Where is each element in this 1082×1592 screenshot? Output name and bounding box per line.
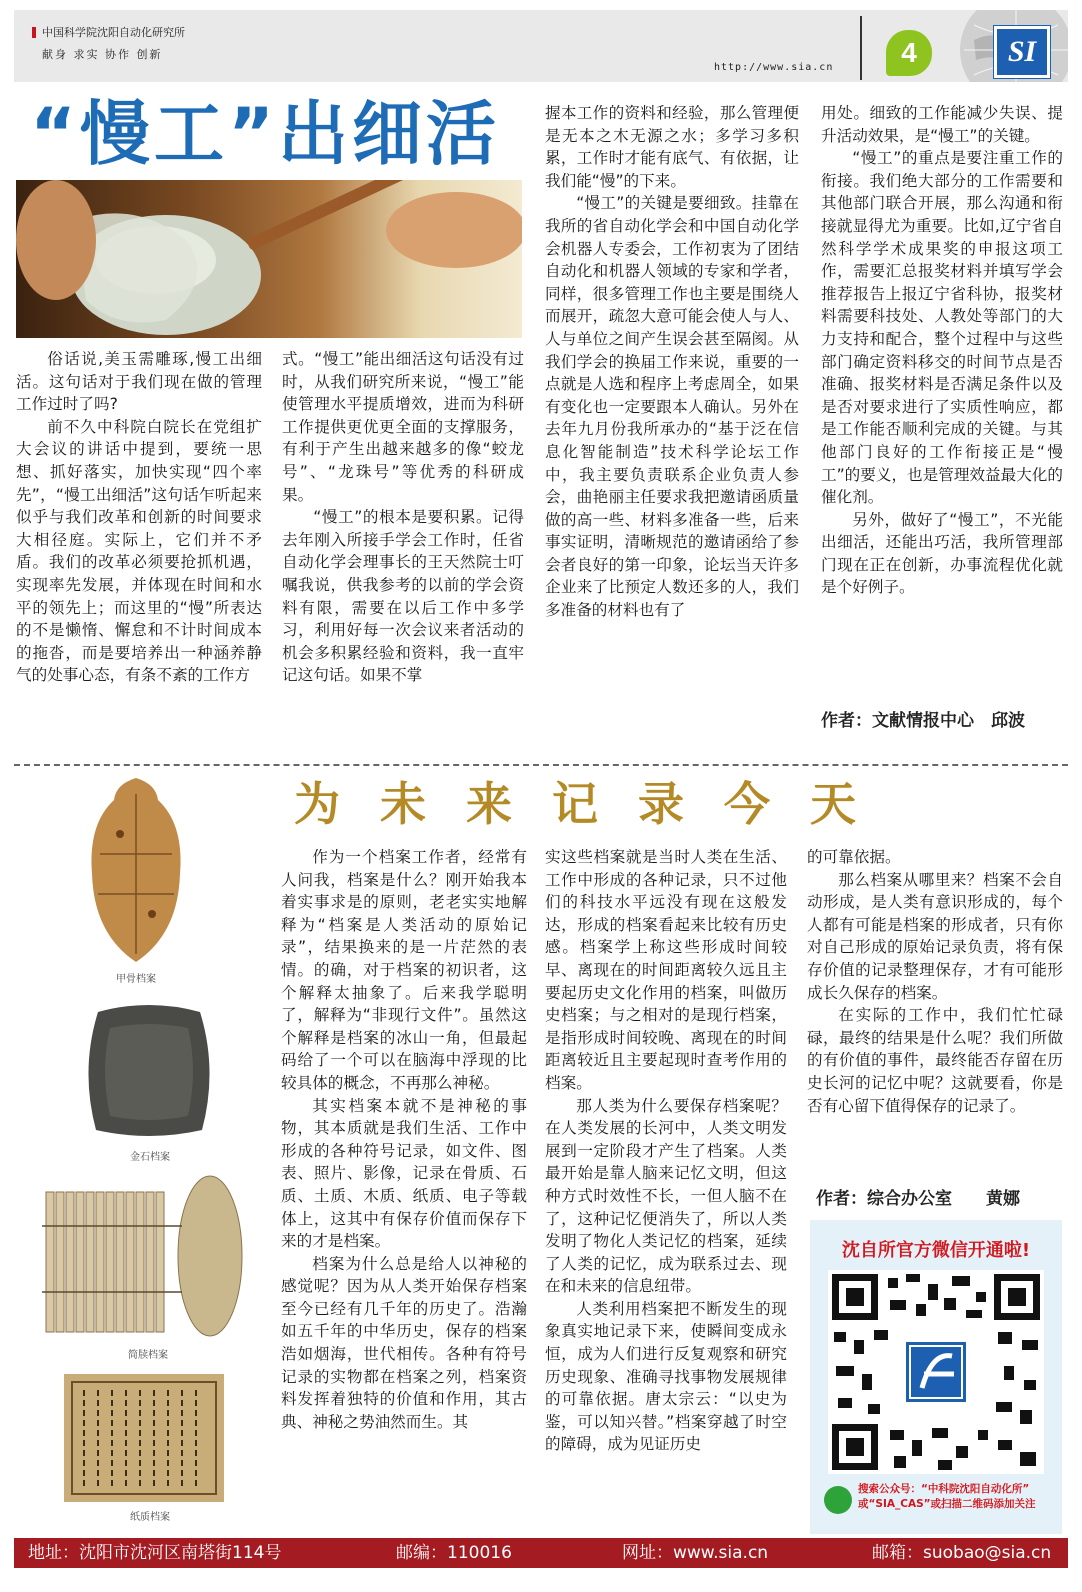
paragraph: 人类利用档案把不断发生的现象真实地记录下来，使瞬间变成永恒，成为人们进行反复观察和研究历史现象、准确寻找事物发展规律的可靠依据。唐太宗云：“以史为鉴，可以知兴替。”档案穿越了时空的障碍，成为见证历史 bbox=[545, 1299, 787, 1454]
masthead bbox=[14, 10, 1068, 82]
accent-bar bbox=[32, 27, 36, 38]
wechat-icon bbox=[824, 1486, 852, 1514]
jade-carving-photo bbox=[16, 180, 522, 338]
paper-document-icon bbox=[64, 1374, 224, 1502]
page-number-badge: 4 bbox=[886, 30, 932, 76]
article2-column-2 bbox=[545, 846, 787, 1456]
paragraph: 作为一个档案工作者，经常有人问我，档案是什么？刚开始我本着实事求是的原则，老老实实地解释为“档案是人类活动的原始记录”，结果换来的是一片茫然的表情。的确，对于档案的初识者，这个解释太抽象了。后来我学聪明了，解释为“非现行文件”。虽然这个解释是档案的冰山一角，但最起码给了一个可以在脑海中浮现的比较具体的概念，不再那么神秘。 bbox=[281, 848, 527, 1092]
article1-title: “慢工”出细活 bbox=[30, 93, 501, 175]
motto: 献身 求实 协作 创新 bbox=[42, 48, 163, 61]
section-divider bbox=[14, 764, 1068, 766]
footer-postcode: 邮编：110016 bbox=[396, 1543, 512, 1563]
bamboo-slips-icon bbox=[42, 1172, 246, 1340]
article2-column-1 bbox=[281, 846, 527, 1433]
paragraph: “慢工”的关键是要细致。挂靠在我所的省自动化学会和中国自动化学会机器人专委会，工作初衷为了团结自动化和机器人领域的专家和学者，同样，很多管理工作也主要是围绕人而展开，疏忽大意可能会使人与人、人与单位之间产生误会甚至隔阂。从我们学会的换届工作来说，重要的一点就是人选和程序上考虑周全，如果有变化也一定要跟本人确认。另外在去年九月份我所承办的“基于泛在信息化智能制造”技术科学论坛工作中，我主要负责联系企业负责人参会，曲艳丽主任要求我把邀请函质量做的高一些、材料多准备一些，后来事实证明，清晰规范的邀请函给了参会者良好的第一印象，论坛当天许多企业来了比预定人数还多的人，我们多准备的材料也有了 bbox=[545, 194, 799, 620]
wechat-note-line: 搜索公众号：“中科院沈阳自动化所” bbox=[858, 1483, 1030, 1495]
footer-bar bbox=[14, 1538, 1068, 1568]
paragraph: 式。“慢工”能出细活这句话没有过时，从我们研究所来说，“慢工”能使管理水平提质增效，进而为科研工作提供更优更全面的支撑服务，有利于产生出越来越多的像“蛟龙号”、“龙珠号”等优秀的科研成果。 bbox=[282, 350, 524, 504]
article1-byline: 作者：文献情报中心 邱波 bbox=[821, 711, 1025, 731]
paragraph: 档案为什么总是给人以神秘的感觉呢？因为从人类开始保存档案至今已经有几千年的历史了。浩瀚如五千年的中华历史，保存的档案浩如烟海，世代相传。各种有符号记录的实物都在档案之列，档案资料发挥着独特的价值和作用，其古典、神秘之势油然而生。其 bbox=[281, 1254, 527, 1431]
relic-caption: 金石档案 bbox=[130, 1152, 170, 1163]
article1-column-3 bbox=[545, 102, 799, 622]
article2-column-3 bbox=[807, 846, 1063, 1117]
org-name-line bbox=[32, 24, 185, 40]
paragraph: 握本工作的资料和经验，那么管理便是无本之木无源之水；多学习多积累，工作时才能有底气、有依据，让我们能“慢”的下来。 bbox=[545, 104, 799, 190]
oracle-bone-icon bbox=[86, 774, 186, 966]
paragraph: 的可靠依据。 bbox=[807, 848, 901, 866]
relic-caption: 纸质档案 bbox=[130, 1512, 170, 1523]
paragraph: 在实际的工作中，我们忙忙碌碌，最终的结果是什么呢？我们所做的有价值的事件，最终能否存留在历史长河的记忆中呢？这就要看，你是否有心留下值得保存的记录了。 bbox=[807, 1006, 1063, 1115]
paragraph: 那么档案从哪里来？档案不会自动形成，是人类有意识形成的，每个人都有可能是档案的形成者，只有你对自己形成的原始记录负责，将有保存价值的记录整理保存，才有可能形成长久保存的档案。 bbox=[807, 870, 1063, 1002]
paragraph: 俗话说,美玉需雕琢,慢工出细活。这句话对于我们现在做的管理工作过时了吗? bbox=[16, 350, 262, 414]
article2-byline: 作者：综合办公室 黄娜 bbox=[816, 1189, 1020, 1209]
wechat-note-line: 或“SIA_CAS”或扫描二维码添加关注 bbox=[858, 1498, 1036, 1510]
paragraph: 用处。细致的工作能减少失误、提升活动效果，是“慢工”的关键。 bbox=[821, 104, 1063, 145]
sia-logo: SI bbox=[994, 26, 1050, 78]
footer-website[interactable]: 网址：www.sia.cn bbox=[622, 1543, 769, 1563]
wechat-headline: 沈自所官方微信开通啦! bbox=[841, 1240, 1031, 1261]
org-name: 中国科学院沈阳自动化研究所 bbox=[42, 26, 185, 39]
relic-caption: 甲骨档案 bbox=[116, 974, 156, 985]
wechat-promo-box bbox=[810, 1220, 1062, 1534]
article1-column-1 bbox=[16, 348, 262, 687]
article1-column-2 bbox=[282, 348, 524, 687]
paragraph: “慢工”的重点是要注重工作的衔接。我们绝大部分的工作需要和其他部门联合开展，那么沟通和衔接就显得尤为重要。比如,辽宁省自然科学学术成果奖的申报这项工作，需要汇总报奖材料并填写学会推荐报告上报辽宁省科协，报奖材料需要科技处、人教处等部门的大力支持和配合，整个过程中与这些部门确定资料移交的时间节点是否准确、报奖材料是否满足条件以及是否对要求进行了实质性响应，都是工作能否顺利完成的关键。与其他部门良好的工作衔接正是“慢工”的要义，也是管理效益最大化的催化剂。 bbox=[821, 149, 1063, 507]
footer-email[interactable]: 邮箱：suobao@sia.cn bbox=[872, 1543, 1052, 1563]
paragraph: “慢工”的根本是要积累。记得去年刚入所接手学会工作时，任省自动化学会理事长的王天然院士叮嘱我说，供我参考的以前的学会资料有限，需要在以后工作中多学习，利用好每一次会议来者活动的机会多积累经验和资料，我一直牢记这句话。如果不掌 bbox=[282, 508, 524, 685]
header-divider bbox=[860, 16, 862, 80]
site-url[interactable]: http://www.sia.cn bbox=[714, 62, 834, 73]
paragraph: 另外，做好了“慢工”，不光能出细活，还能出巧活，我所管理部门现在正在创新，办事流程优化就是个好例子。 bbox=[821, 510, 1063, 597]
paragraph: 实这些档案就是当时人类在生活、工作中形成的各种记录，只不过他们的科技水平远没有现在这般发达，形成的档案看起来比较有历史感。档案学上称这些形成时间较早、离现在的时间距离较久远且主要起历史文化作用的档案，叫做历史档案；与之相对的是现行档案，是指形成时间较晚、离现在的时间距离较近且主要起现时查考作用的档案。 bbox=[545, 848, 787, 1092]
relic-caption: 简牍档案 bbox=[128, 1350, 168, 1361]
wechat-instructions bbox=[858, 1482, 1058, 1512]
paragraph: 前不久中科院白院长在党组扩大会议的讲话中提到，要统一思想、抓好落实，加快实现“四个率先”，“慢工出细活”这句话乍听起来似乎与我们改革和创新的时间要求大相径庭。实际上，它们并不矛盾。我们的改革必须要抢抓机遇，实现率先发展，并体现在时间和水平的领先上；而这里的“慢”所表达的不是懒惰、懈怠和不计时间成本的拖沓，而是要培养出一种涵养静气的处事心态，有条不紊的工作方 bbox=[16, 417, 262, 685]
paragraph: 那人类为什么要保存档案呢？在人类发展的长河中，人类文明发展到一定阶段才产生了档案。人类最开始是靠人脑来记忆文明，但这种方式时效性不长，一但人脑不在了，这种记忆便消失了，所以人类发明了物化人类记忆的档案，延续了人类的记忆，成为联系过去、现在和未来的信息纽带。 bbox=[545, 1096, 787, 1296]
footer-address: 地址：沈阳市沈河区南塔街114号 bbox=[28, 1543, 282, 1563]
paragraph: 其实档案本就不是神秘的事物，其本质就是我们生活、工作中形成的各种符号记录，如文件、图表、照片、影像，记录在骨质、石质、土质、木质、纸质、电子等载体上，这其中有保存价值而保存下来的才是档案。 bbox=[281, 1096, 527, 1251]
stone-tablet-icon bbox=[80, 998, 218, 1142]
article1-column-4 bbox=[821, 102, 1063, 599]
article2-title: 为未来记录今天 bbox=[294, 777, 896, 831]
qr-code-icon[interactable] bbox=[828, 1270, 1044, 1474]
